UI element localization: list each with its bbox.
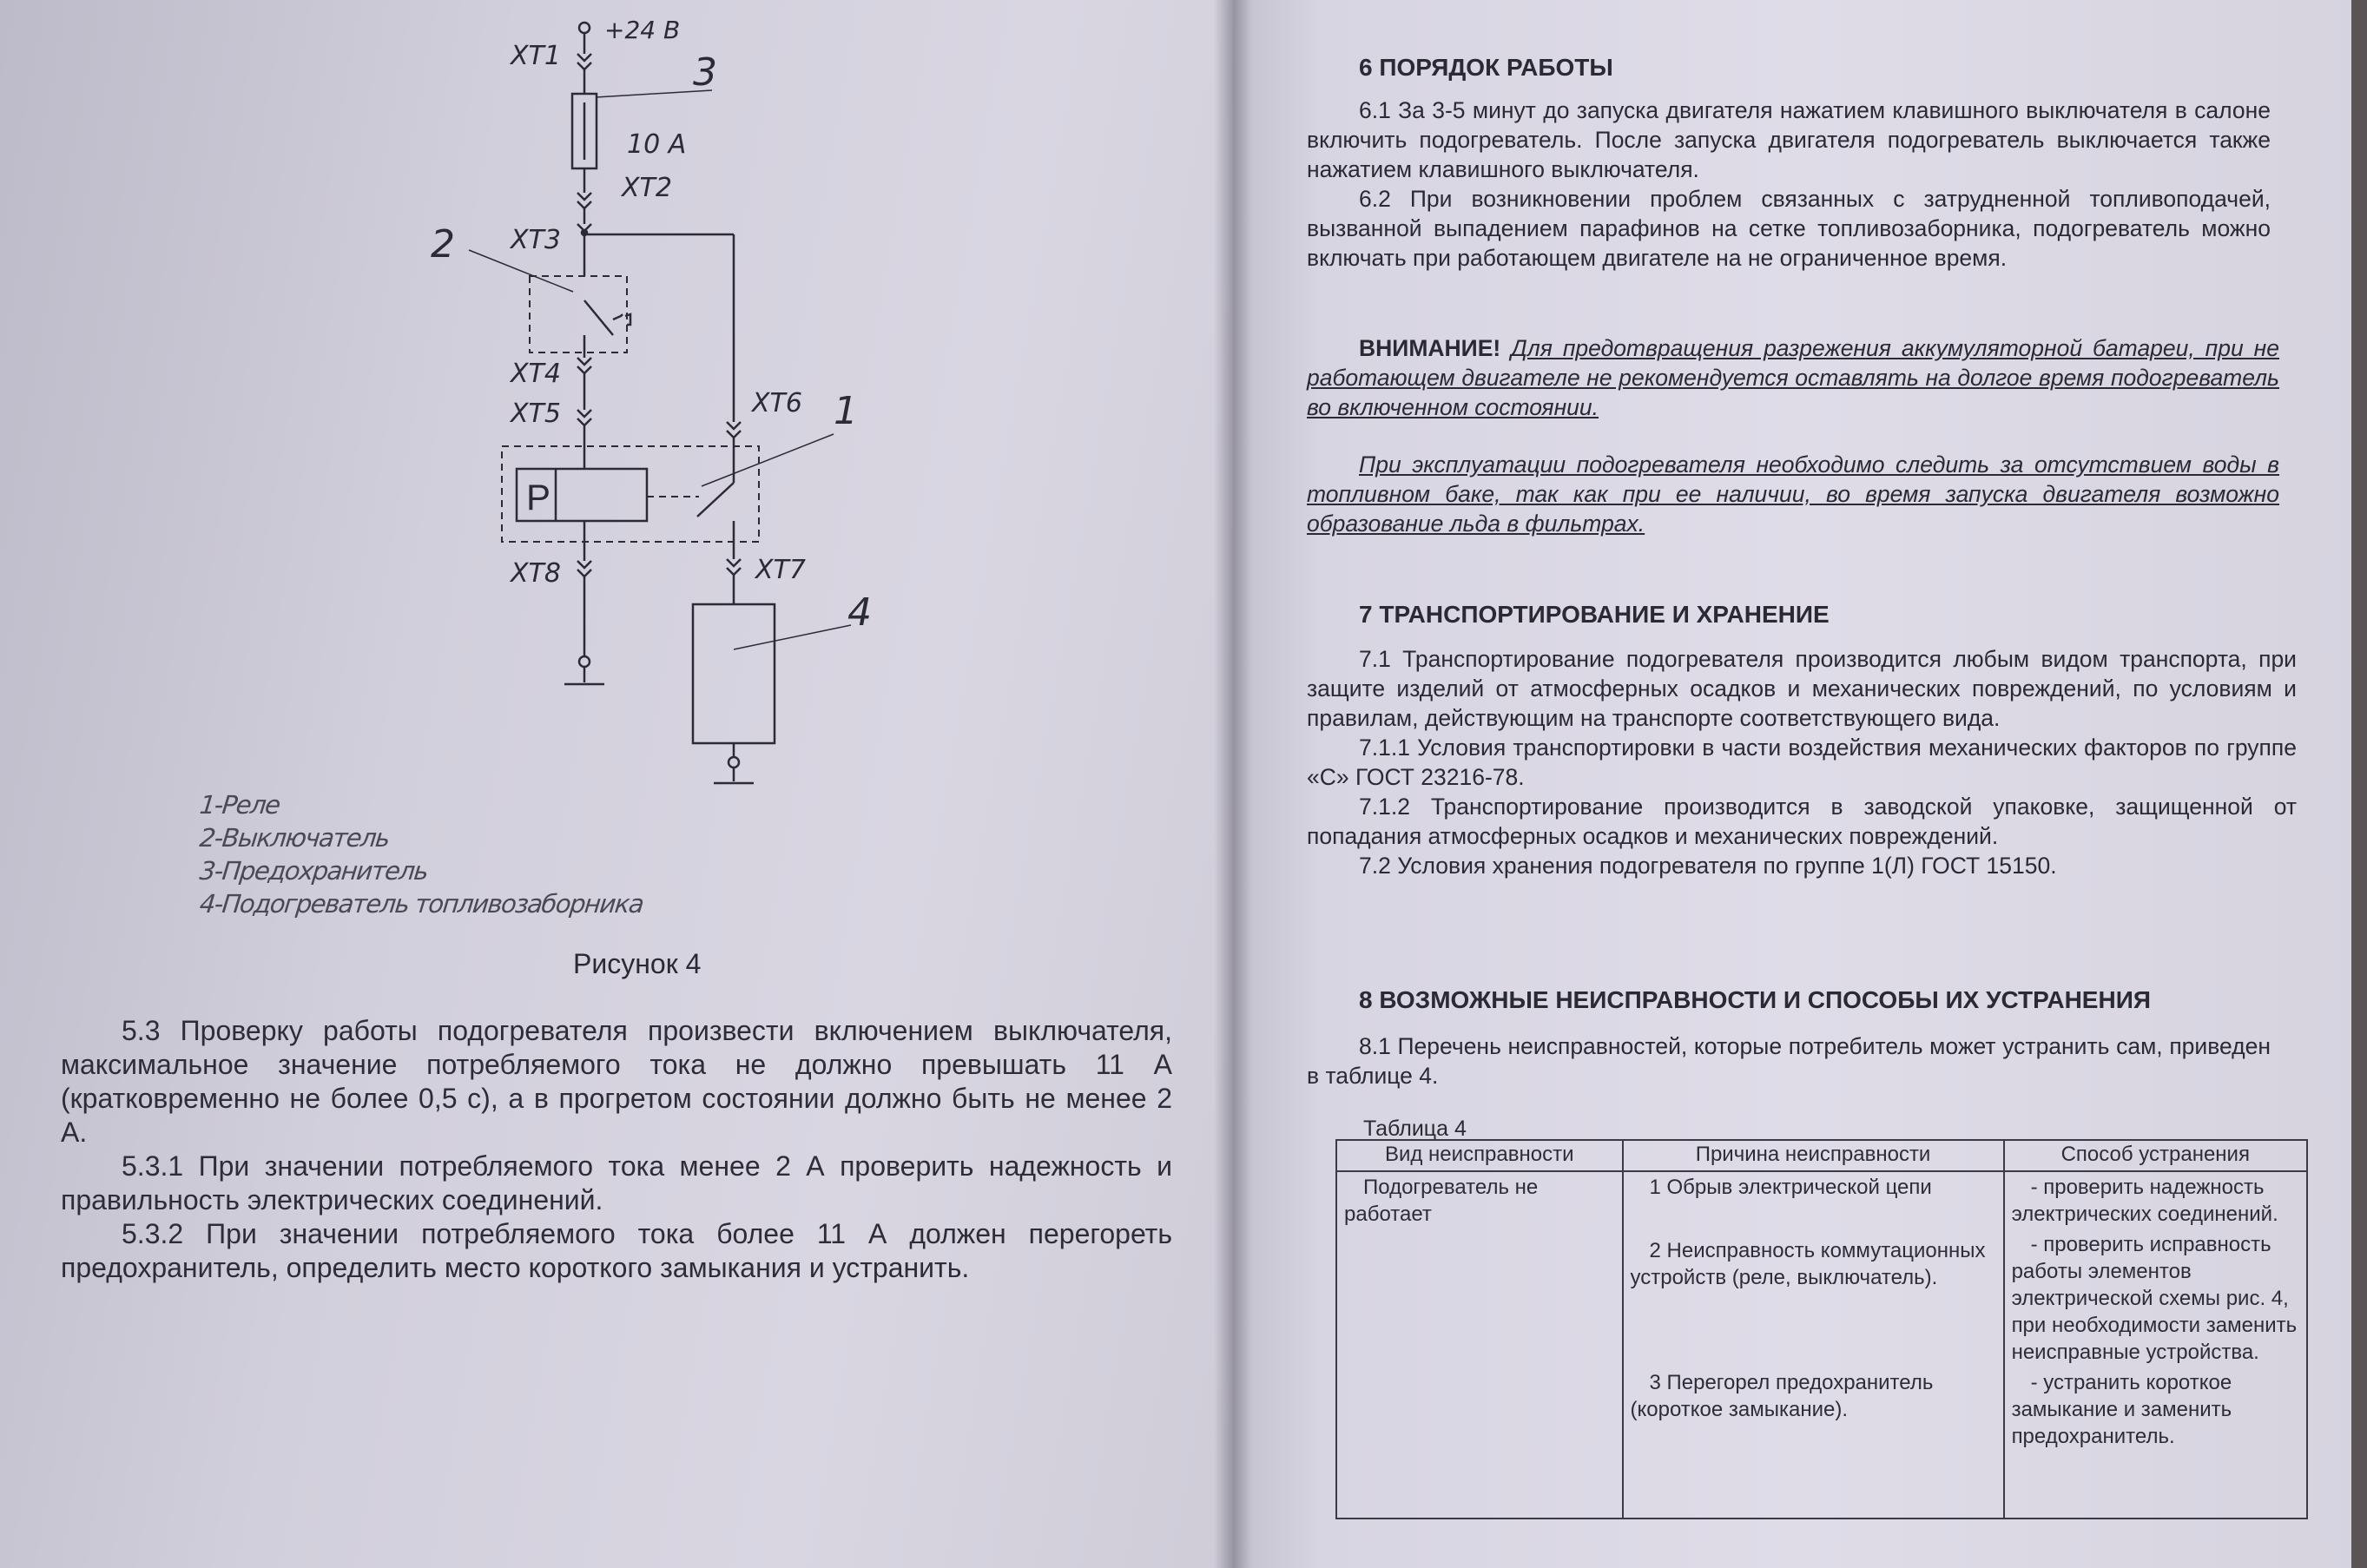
section-8-heading: 8 ВОЗМОЖНЫЕ НЕИСПРАВНОСТИ И СПОСОБЫ ИХ УСТРАНЕНИЯ (1359, 986, 2151, 1013)
fault-cell (1336, 1171, 1623, 1519)
connector-xt1-label: XT1 (511, 41, 561, 71)
warning-2-text: При эксплуатации подогревателя необходимо следить за отсутствием воды в топливном баке, так как при ее наличии, во время запуска двигателя возможно образование льда в фильтрах. (1307, 451, 2279, 537)
header-cause: Причина неисправности (1623, 1140, 2004, 1171)
connector-xt4-label: XT4 (511, 359, 561, 389)
booklet-edge (2351, 0, 2367, 1568)
remedy-item: - устранить короткое замыкание и заменить предохранитель. (2011, 1371, 2232, 1448)
paragraph-6-2: 6.2 При возникновении проблем связанных с затрудненной топливоподачей, вызванной выпадением парафинов на сетке топливозаборника, подогреватель можно включать при работающем двигателе на не ограниченное время. (1307, 186, 2271, 271)
callout-2: 2 (431, 222, 455, 267)
section-7-heading: 7 ТРАНСПОРТИРОВАНИЕ И ХРАНЕНИЕ (1359, 601, 1830, 628)
connector-xt8-label: XT8 (511, 558, 561, 589)
connector-xt6-label: XT6 (752, 388, 802, 418)
cause-item: 3 Перегорел предохранитель (короткое замыкание). (1630, 1371, 1934, 1421)
table-row (1336, 1171, 2307, 1519)
cause-item: 2 Неисправность коммутационных устройств (реле, выключатель). (1630, 1239, 1986, 1289)
paragraph-5-3-2: 5.3.2 При значении потребляемого тока более 11 А должен перегореть предохранитель, определить место короткого замыкания и устранить. (61, 1218, 1172, 1283)
table-header-row (1336, 1140, 2307, 1171)
fuse-rating-label: 10 А (627, 129, 687, 160)
paragraph-7-1-2: 7.1.2 Транспортирование производится в заводской упаковке, защищенной от попадания атмосферных осадков и механических повреждений. (1307, 794, 2297, 849)
legend-item: 3-Предохранитель (198, 856, 430, 886)
cause-item: 1 Обрыв электрической цепи (1649, 1176, 1932, 1199)
relay-letter: Р (526, 477, 551, 517)
paragraph-6-1: 6.1 За 3-5 минут до запуска двигателя нажатием клавишного выключателя в салоне включить подогреватель. После запуска двигателя подогреватель выключается также нажатием клавишного выключателя. (1307, 97, 2271, 182)
connector-xt5-label: XT5 (511, 399, 561, 429)
legend-item: 4-Подогреватель топливозаборника (198, 889, 645, 919)
callout-1: 1 (834, 389, 858, 433)
supply-label: +24 В (604, 16, 681, 44)
legend-item: 1-Реле (198, 790, 281, 820)
paragraph-7-1-1: 7.1.1 Условия транспортировки в части воздействия механических факторов по группе «С» ГОСТ 23216-78. (1307, 735, 2297, 790)
paragraph-7-1: 7.1 Транспортирование подогревателя производится любым видом транспорта, при защите изделий от атмосферных осадков и механических повреждений, по условиям и правилам, действующим на транспорте соответствующего вида. (1307, 646, 2297, 731)
causes-cell (1623, 1171, 2004, 1519)
page-fold (1214, 0, 1252, 1568)
connector-xt3-label: XT3 (511, 225, 561, 255)
remedies-cell (2004, 1171, 2307, 1519)
connector-xt2-label: XT2 (622, 173, 672, 203)
section-5-3-text (61, 1014, 1172, 1285)
remedy-item: - проверить исправность работы элементов электрической схемы рис. 4, при необходимости заменить неисправные устройства. (2011, 1233, 2298, 1364)
connector-xt7-label: XT7 (755, 555, 806, 585)
fault-text: Подогреватель не работает (1344, 1176, 1539, 1226)
warning-2 (1307, 450, 2279, 538)
paragraph-7-2: 7.2 Условия хранения подогревателя по группе 1(Л) ГОСТ 15150. (1359, 853, 2057, 879)
header-fault-type: Вид неисправности (1336, 1140, 1623, 1171)
faults-table (1335, 1139, 2308, 1519)
callout-4: 4 (847, 590, 872, 635)
paragraph-5-3: 5.3 Проверку работы подогревателя произвести включением выключателя, максимальное значение потребляемого тока не должно превышать 11 А (кратковременно не более 0,5 с), а в прогретом состоянии должно быть не менее 2 А. (61, 1015, 1172, 1148)
warning-title: ВНИМАНИЕ! (1359, 335, 1501, 361)
figure-caption: Рисунок 4 (573, 948, 702, 979)
legend-item: 2-Выключатель (198, 823, 391, 853)
callout-3: 3 (693, 50, 717, 95)
paragraph-8-1: 8.1 Перечень неисправностей, которые потребитель может устранить сам, приведен в таблице 4. (1307, 1033, 2271, 1089)
wiring-diagram (399, 0, 938, 799)
table-caption: Таблица 4 (1363, 1117, 1467, 1141)
header-remedy: Способ устранения (2004, 1140, 2307, 1171)
paragraph-5-3-1: 5.3.1 При значении потребляемого тока менее 2 А проверить надежность и правильность электрических соединений. (61, 1150, 1172, 1216)
diagram-legend (200, 788, 721, 920)
section-6-heading: 6 ПОРЯДОК РАБОТЫ (1359, 54, 1613, 81)
warning-text: Для предотвращения разрежения аккумуляторной батареи, при не работающем двигателе не рекомендуется оставлять на долгое время подогреватель во включенном состоянии. (1307, 335, 2279, 420)
remedy-item: - проверить надежность электрических соединений. (2011, 1176, 2278, 1226)
warning-block (1307, 333, 2279, 422)
